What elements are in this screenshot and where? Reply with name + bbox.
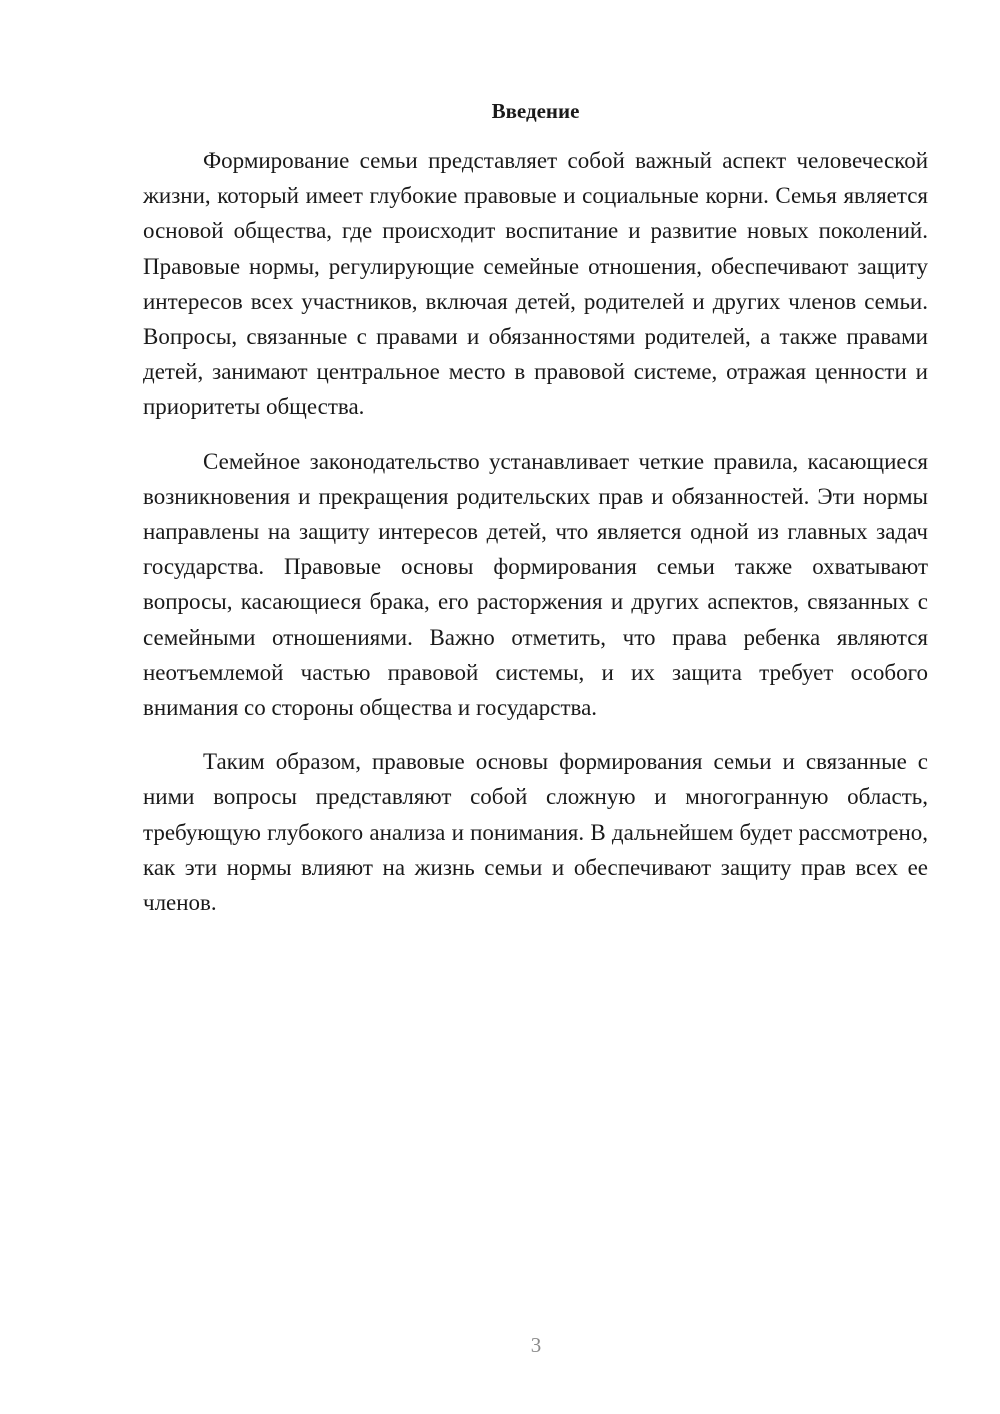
paragraph-1: Формирование семьи представляет собой важный аспект человеческой жизни, который имеет глубокие правовые и социальные корни. Семья является основой общества, где происходит воспитание и развитие новых поколений. Правовые нормы, регулирующие семейные отношения, обеспечивают защиту интересов всех участников, включая детей, родителей и других членов семьи. Вопросы, связанные с правами и обязанностями родителей, а также правами детей, занимают центральное место в правовой системе, отражая ценности и приоритеты общества. (143, 148, 928, 420)
paragraph-2: Семейное законодательство устанавливает четкие правила, касающиеся возникновения и прекращения родительских прав и обязанностей. Эти нормы направлены на защиту интересов детей, что является одной из главных задач государства. Правовые основы формирования семьи также охватывают вопросы, касающиеся брака, его расторжения и других аспектов, связанных с семейными отношениями. Важно отметить, что права ребенка являются неотъемлемой частью правовой системы, и их защита требует особого внимания со стороны общества и государства. (143, 448, 928, 721)
paragraph-3: Таким образом, правовые основы формирования семьи и связанные с ними вопросы представляют собой сложную и многогранную область, требующую глубокого анализа и понимания. В дальнейшем будет рассмотрено, как эти нормы влияют на жизнь семьи и обеспечивают защиту прав всех ее членов. (143, 749, 928, 916)
page-number: 3 (530, 1333, 542, 1357)
section-heading: Введение (491, 99, 580, 123)
document-body (143, 143, 928, 939)
